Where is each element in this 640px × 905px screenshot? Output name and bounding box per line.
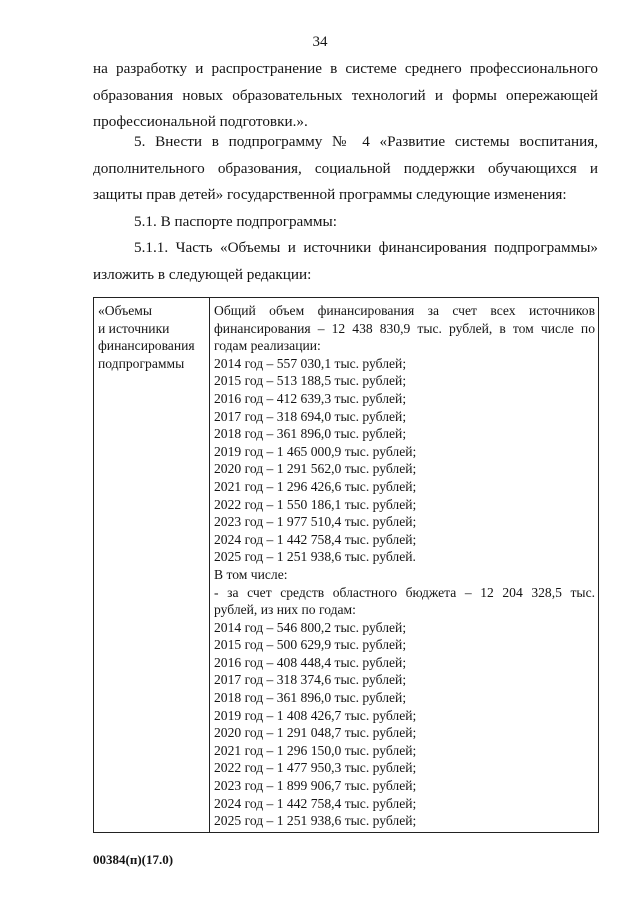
label-line: подпрограммы	[98, 355, 185, 371]
funding-table	[93, 297, 599, 833]
label-line: и источники	[98, 320, 170, 336]
total-line: годам реализации:	[214, 338, 321, 354]
regional-year-item: 2016 год – 408 448,4 тыс. рублей;	[214, 654, 407, 670]
total-year-item: 2014 год – 557 030,1 тыс. рублей;	[214, 355, 407, 371]
item511-line-2: изложить в следующей редакции:	[93, 265, 312, 283]
label-line: «Объемы	[98, 303, 152, 318]
intro-line-1: на разработку и распространение в системе среднего профессионального	[93, 60, 598, 77]
regional-year-item: 2017 год – 318 374,6 тыс. рублей;	[214, 672, 407, 688]
regional-year-item: 2019 год – 1 408 426,7 тыс. рублей;	[214, 707, 417, 723]
total-year-item: 2021 год – 1 296 426,6 тыс. рублей;	[214, 478, 417, 494]
total-year-item: 2019 год – 1 465 000,9 тыс. рублей;	[214, 443, 417, 459]
intro-line-2: образования новых образовательных технологий и формы опережающей	[93, 86, 598, 104]
document-code: 00384(п)(17.0)	[93, 852, 174, 867]
total-year-item: 2020 год – 1 291 562,0 тыс. рублей;	[214, 461, 417, 477]
total-line: Общий объем финансирования за счет всех источников	[214, 303, 595, 318]
including-label: В том числе:	[214, 566, 288, 582]
item511-paragraph	[93, 235, 598, 288]
regional-year-item: 2015 год – 500 629,9 тыс. рублей;	[214, 637, 407, 653]
item51-line: 5.1. В паспорте подпрограммы:	[134, 213, 337, 230]
regional-line: рублей, из них по годам:	[214, 602, 356, 618]
funding-value-cell	[210, 298, 599, 833]
intro-line-3: профессиональной подготовки.».	[93, 113, 308, 130]
total-year-item: 2017 год – 318 694,0 тыс. рублей;	[214, 408, 407, 424]
total-year-item: 2024 год – 1 442 758,4 тыс. рублей;	[214, 531, 417, 547]
funding-label-cell	[94, 298, 210, 833]
regional-year-item: 2022 год – 1 477 950,3 тыс. рублей;	[214, 760, 417, 776]
regional-year-item: 2021 год – 1 296 150,0 тыс. рублей;	[214, 742, 417, 758]
total-year-item: 2023 год – 1 977 510,4 тыс. рублей;	[214, 514, 417, 530]
item51-paragraph	[93, 209, 598, 236]
regional-year-item: 2023 год – 1 899 906,7 тыс. рублей;	[214, 778, 417, 794]
regional-year-item: 2018 год – 361 896,0 тыс. рублей;	[214, 690, 407, 706]
regional-year-item: 2024 год – 1 442 758,4 тыс. рублей;	[214, 795, 417, 811]
regional-year-item: 2020 год – 1 291 048,7 тыс. рублей;	[214, 725, 417, 741]
total-year-item: 2015 год – 513 188,5 тыс. рублей;	[214, 373, 407, 389]
label-line: финансирования	[98, 338, 195, 354]
item5-line-3: защиты прав детей» государственной программы следующие изменения:	[93, 186, 567, 203]
intro-paragraph	[93, 56, 598, 136]
item5-line-2: дополнительного образования, социальной поддержки обучающихся и	[93, 159, 598, 177]
regional-line: - за счет средств областного бюджета – 12 204 328,5 тыс.	[214, 584, 595, 600]
item5-line-1: 5. Внести в подпрограмму № 4 «Развитие системы воспитания,	[134, 133, 598, 150]
item511-line-1: 5.1.1. Часть «Объемы и источники финансирования подпрограммы»	[134, 239, 598, 256]
total-year-item: 2022 год – 1 550 186,1 тыс. рублей;	[214, 496, 417, 512]
total-year-item: 2016 год – 412 639,3 тыс. рублей;	[214, 390, 407, 406]
funding-table-row	[94, 298, 599, 833]
total-year-item: 2025 год – 1 251 938,6 тыс. рублей.	[214, 549, 416, 565]
page-number: 34	[312, 34, 328, 50]
total-line: финансирования – 12 438 830,9 тыс. рублей, в том числе по	[214, 320, 595, 336]
total-year-item: 2018 год – 361 896,0 тыс. рублей;	[214, 426, 407, 442]
regional-year-item: 2014 год – 546 800,2 тыс. рублей;	[214, 619, 407, 635]
item5-paragraph	[93, 129, 598, 209]
regional-year-item: 2025 год – 1 251 938,6 тыс. рублей;	[214, 813, 417, 829]
